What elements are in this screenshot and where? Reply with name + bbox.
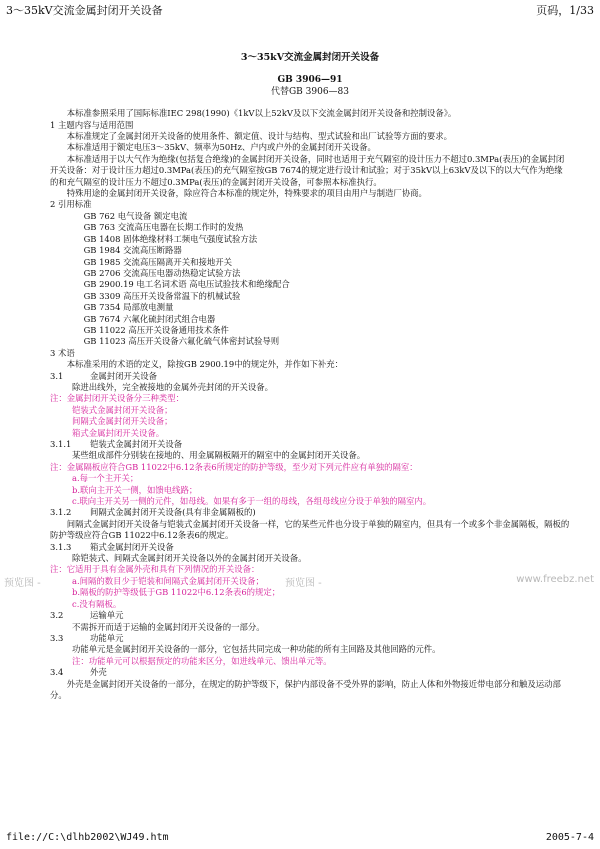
reference-item: GB 1984 交流高压断路器 [83,245,182,256]
footer-file-path: file://C:\dlhb2002\WJ49.htm [6,832,169,843]
page-header [0,0,600,20]
term-3-1-3-note: 注：它适用于具有金属外壳和具有下列情况的开关设备： [50,564,260,575]
header-title: 3～35kV交流金属封闭开关设备 [6,4,163,17]
reference-item: GB 763 交流高压电器在长期工作时的发热 [83,222,244,233]
term-3-2-heading [50,610,570,621]
term-number: 3.1.3 [50,541,72,552]
term-3-4-heading [50,667,570,678]
watermark-url: www.freebz.net [516,574,594,585]
term-number: 3.1 [50,370,64,381]
term-3-3-heading [50,633,570,644]
term-3-1-1-note: 注：金属隔板应符合GB 11022中6.12条表6所规定的防护等级，至少对下列元件应有单独的隔室： [50,461,418,472]
reference-item: GB 3309 高压开关设备常温下的机械试验 [83,290,241,301]
preview-watermark [0,574,600,588]
term-name: 铠装式金属封闭开关设备 [90,439,183,449]
term-3-1-heading [50,371,570,382]
watermark-left: 预览图 - [4,578,41,589]
note-list-item: a.间隔的数目少于铠装和间隔式金属封闭开关设备； [72,575,264,586]
reference-item: GB 2900.19 电工名词术语 高电压试验技术和绝缘配合 [83,279,290,290]
section-1-para-2: 本标准适用于额定电压3～35kV、频率为50Hz、户内或户外的金属封闭开关设备。 [66,142,376,153]
reference-item: GB 11022 高压开关设备通用技术条件 [83,324,229,335]
term-name: 箱式金属封闭开关设备 [90,541,174,552]
reference-item: GB 11023 高压开关设备六氟化硫气体密封试验导则 [83,336,280,347]
term-3-1-definition: 除进出线外，完全被接地的金属外壳封闭的开关设备。 [72,381,273,392]
reference-item: GB 7354 局部放电测量 [83,302,174,313]
reference-item: GB 762 电气设备 额定电流 [83,210,188,221]
term-name: 运输单元 [90,610,124,621]
term-3-1-2-heading [50,507,570,518]
reference-item: GB 7674 六氟化硫封闭式组合电器 [83,313,216,324]
section-1-para-1: 本标准规定了金属封闭开关设备的使用条件、额定值、设计与结构、型式试验和出厂试验等方面的要求。 [66,131,453,142]
term-name: 间隔式金属封闭开关设备(具有非金属隔板的) [90,507,256,518]
note-list-item: 铠装式金属封闭开关设备； [72,404,173,415]
reference-item: GB 1985 交流高压隔离开关和接地开关 [83,256,232,267]
header-page-number: 页码，1/33 [536,4,594,17]
term-number: 3.4 [50,667,64,678]
term-3-2-definition: 不需拆开而适于运输的金属封闭开关设备的一部分。 [72,621,265,632]
term-3-1-1-definition: 某些组成部件分别装在接地的、用金属隔板隔开的隔室中的金属封闭开关设备。 [72,450,366,461]
term-3-1-2-definition: 间隔式金属封闭开关设备与铠装式金属封闭开关设备一样，它的某些元件也分设于单独的隔室内，但具有一个或多个非金属隔板，隔板的防护等级应符合GB 11022中6.12条表6的规定。 [50,518,570,541]
note-list-item: b.联向主开关一侧，如馈电线路； [72,484,198,495]
note-list-item: a.每一个主开关； [72,473,139,484]
term-3-3-note: 注：功能单元可以根据预定的功能来区分，如进线单元、馈出单元等。 [72,655,332,666]
document-title: 3～35kV交流金属封闭开关设备 [240,52,380,63]
term-3-1-3-heading [50,542,570,553]
document-body [50,52,570,701]
note-list-item: c.没有隔板。 [72,598,122,609]
section-3-para-1: 本标准采用的术语的定义，除按GB 2900.19中的规定外，并作如下补充： [66,359,344,370]
footer-date: 2005-7-4 [545,832,594,843]
term-name: 金属封闭开关设备 [90,370,157,381]
term-3-4-definition: 外壳是金属封闭开关设备的一部分，在规定的防护等级下，保护内部设备不受外界的影响，防止人体和外物接近带电部分和触及运动部分。 [50,678,561,700]
term-name: 外壳 [90,667,107,678]
term-3-1-note: 注：金属封闭开关设备分三种类型： [50,393,184,404]
term-3-3-definition: 功能单元是金属封闭开关设备的一部分，它包括共同完成一种功能的所有主回路及其他回路的元件。 [72,644,441,655]
term-3-1-3-definition: 除铠装式、间隔式金属封闭开关设备以外的金属封闭开关设备。 [72,553,307,564]
term-number: 3.2 [50,610,64,621]
standard-number: GB 3906—91 [277,75,343,86]
page-footer [0,832,600,848]
watermark-middle: 预览图 - [285,578,322,589]
standard-replaces: 代替GB 3906—83 [270,86,350,97]
term-name: 功能单元 [90,632,124,643]
term-number: 3.1.2 [50,507,72,518]
note-list-item: 间隔式金属封闭开关设备； [72,416,173,427]
intro-paragraph: 本标准参照采用了国际标准IEC 298(1990)《1kV以上52kV及以下交流金属封闭开关设备和控制设备》。 [66,108,457,119]
note-list-item: b.隔板的防护等级低于GB 11022中6.12条表6的规定； [72,587,281,598]
term-number: 3.3 [50,632,64,643]
reference-item: GB 1408 固体绝缘材料工频电气强度试验方法 [83,233,258,244]
note-list-item: c.联向主开关另一侧的元件，如母线。如果有多于一组的母线，各组母线应分设于单独的隔室内。 [72,496,432,507]
reference-item: GB 2706 交流高压电器动热稳定试验方法 [83,267,241,278]
section-1-heading: 1 主题内容与适用范围 [50,119,134,130]
note-list-item: 箱式金属封闭开关设备。 [72,427,165,438]
section-3-heading: 3 术语 [50,347,75,358]
term-3-1-1-heading [50,439,570,450]
section-2-heading: 2 引用标准 [50,199,92,210]
section-1-para-3: 本标准适用于以大气作为绝缘(包括复合绝缘)的金属封闭开关设备，同时也适用于充气隔室的设计压力不超过0.3MPa(表压)的金属封闭开关设备：对于设计压力超过0.3MPa(表压)的充气隔室按GB 7674的规定进行设计和试验；对于35kV以上63kV及以下的以大气作为绝缘的和充气隔室的设计压力不超过0.3MPa(表压)的金属封闭开关设备，可参照本标准执行。 [50,153,565,187]
term-number: 3.1.1 [50,439,72,449]
section-1-para-4: 特殊用途的金属封闭开关设备，除应符合本标准的规定外，特殊要求的项目由用户与制造厂协商。 [66,188,427,199]
